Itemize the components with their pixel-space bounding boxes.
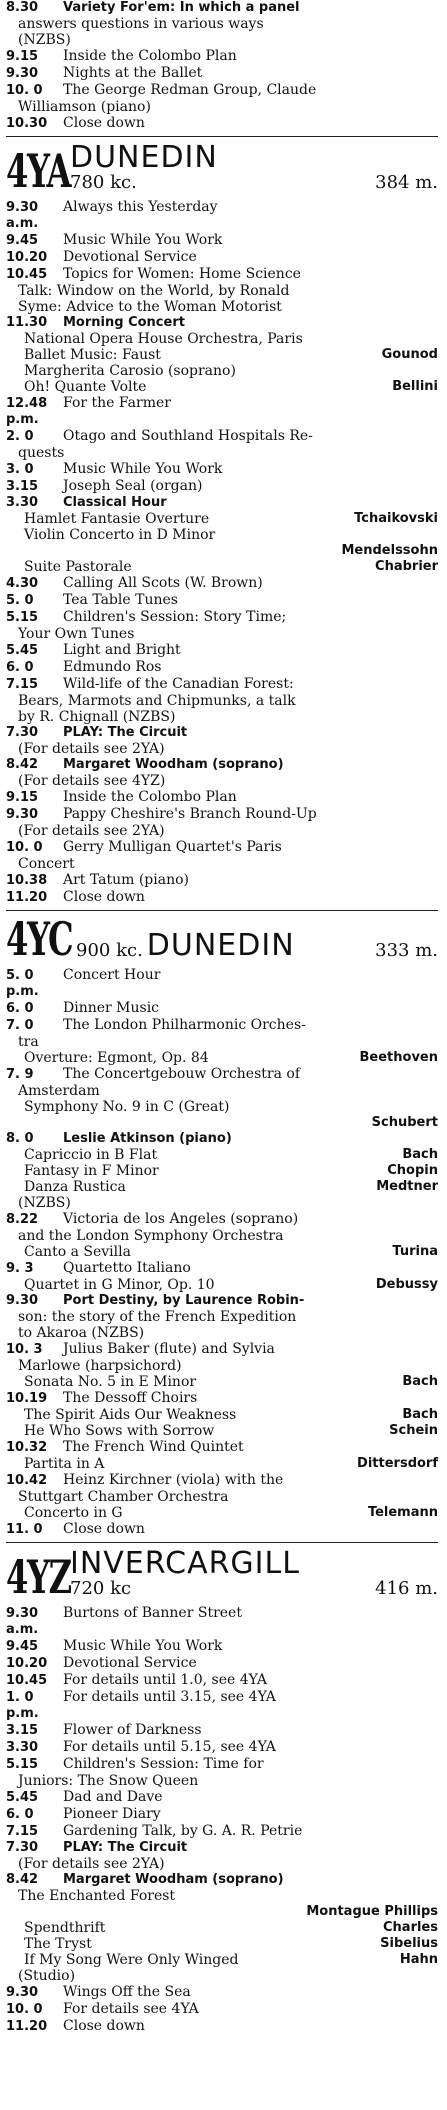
time: 9.45 — [6, 1639, 39, 1654]
programme-entry — [6, 757, 438, 773]
work-title: Hamlet Fantasie Overture — [24, 511, 210, 527]
time: 3.15 — [6, 1723, 39, 1738]
programme-title: For the Farmer — [63, 395, 171, 411]
time: 8.42 — [6, 1872, 39, 1887]
continuation-line: to Akaroa (NZBS) — [18, 1325, 145, 1341]
programme-entry — [6, 2001, 438, 2018]
time: 2. 0 — [6, 429, 34, 444]
composer: Medtner — [376, 1179, 438, 1194]
continuation-line: Bears, Marmots and Chipmunks, a talk — [18, 693, 296, 709]
music-item — [6, 1936, 438, 1952]
music-item — [6, 1244, 438, 1260]
programme-title: Leslie Atkinson (piano) — [63, 1131, 232, 1146]
continuation-line: answers questions in various ways — [18, 16, 264, 32]
time: 6. 0 — [6, 1807, 34, 1822]
programme-title: Art Tatum (piano) — [63, 872, 189, 888]
programme-entry — [6, 428, 438, 445]
music-item — [6, 1505, 438, 1521]
station-header — [6, 1546, 438, 1604]
composer: Bellini — [392, 379, 438, 394]
programme-entry — [6, 1655, 438, 1672]
programme-entry — [6, 725, 438, 741]
programme-title: Quartetto Italiano — [63, 1260, 191, 1276]
work-title: Suite Pastorale — [24, 559, 132, 575]
time: 8. 0 — [6, 1131, 34, 1146]
programme-entry — [6, 1722, 438, 1739]
programme-title: Otago and Southland Hospitals Re- — [63, 428, 313, 444]
programme-title: Close down — [63, 115, 145, 131]
programme-entry — [6, 1293, 438, 1309]
programme-title: Flower of Darkness — [63, 1722, 202, 1738]
programme-title: Port Destiny, by Laurence Robin- — [63, 1293, 305, 1308]
continuation-line: Syme: Advice to the Woman Motorist — [18, 299, 282, 315]
continuation-line: (NZBS) — [18, 1195, 71, 1211]
continuation-line: (NZBS) — [18, 32, 71, 48]
music-item — [6, 1050, 438, 1066]
music-item — [6, 559, 438, 575]
programme-entry — [6, 575, 438, 592]
time: 10. 0 — [6, 83, 43, 98]
programme-title: For details until 3.15, see 4YA — [63, 1689, 276, 1705]
programme-title: Edmundo Ros — [63, 659, 162, 675]
call-sign: 4YC — [6, 912, 73, 966]
programme-entry — [6, 115, 438, 132]
continuation-line: Stuttgart Chamber Orchestra — [18, 1489, 229, 1505]
composer: Beethoven — [359, 1050, 438, 1065]
music-item — [6, 1456, 438, 1472]
programme-entry — [6, 1872, 438, 1888]
programme-title: Light and Bright — [63, 642, 181, 658]
programme-title: Julius Baker (flute) and Sylvia — [63, 1341, 275, 1357]
programme-title: Music While You Work — [63, 1638, 223, 1654]
programme-entry — [6, 1689, 438, 1722]
time: 7.15 — [6, 677, 39, 692]
programme-title: PLAY: The Circuit — [63, 1840, 188, 1855]
time: 10.20 — [6, 250, 48, 265]
programme-title: Joseph Seal (organ) — [63, 478, 203, 494]
work-title: The Spirit Aids Our Weakness — [24, 1407, 237, 1423]
time: 9.30 a.m. — [6, 200, 39, 231]
time: 6. 0 — [6, 660, 34, 675]
previous-station-tail — [6, 0, 438, 132]
time: 9.45 — [6, 233, 39, 248]
programme-title: The George Redman Group, Claude — [63, 82, 317, 98]
programme-list — [6, 199, 438, 906]
work-title: Partita in A — [24, 1456, 105, 1472]
work-title: The Tryst — [24, 1936, 92, 1952]
programme-title: Dad and Dave — [63, 1789, 163, 1805]
time: 10.38 — [6, 873, 48, 888]
city-name: DUNEDIN — [70, 140, 218, 175]
programme-entry — [6, 659, 438, 676]
work-title: Oh! Quante Volte — [24, 379, 147, 395]
divider — [6, 136, 438, 137]
work-title: Concerto in G — [24, 1505, 123, 1521]
programme-title: Concert Hour — [63, 967, 161, 983]
work-title: Fantasy in F Minor — [24, 1163, 159, 1179]
continuation-line: Concert — [18, 856, 75, 872]
composer: Bach — [402, 1147, 438, 1162]
time: 10.19 — [6, 1391, 48, 1406]
composer: Dittersdorf — [357, 1456, 438, 1471]
programme-entry — [6, 609, 438, 626]
programme-title: Inside the Colombo Plan — [63, 789, 237, 805]
continuation-line: by R. Chignall (NZBS) — [18, 709, 176, 725]
time: 8.22 — [6, 1212, 39, 1227]
programme-entry — [6, 2018, 438, 2035]
composer: Tchaikovski — [354, 511, 438, 526]
time: 11.30 — [6, 315, 48, 330]
composer: Schubert — [371, 1115, 438, 1130]
programme-entry — [6, 1789, 438, 1806]
music-item — [6, 1952, 438, 1968]
continuation-line: tra — [18, 1034, 39, 1050]
time: 9.30 — [6, 807, 39, 822]
frequency: 900 kc. — [76, 940, 143, 961]
music-item — [6, 1115, 438, 1131]
programme-title: Classical Hour — [63, 495, 167, 510]
divider — [6, 910, 438, 911]
continuation-line: (For details see 2YA) — [18, 823, 165, 839]
programme-entry — [6, 82, 438, 99]
time: 5.45 — [6, 643, 39, 658]
continuation-line: Williamson (piano) — [18, 99, 151, 115]
time: 9.30 a.m. — [6, 1606, 39, 1637]
programme-entry — [6, 0, 438, 16]
work-title: Violin Concerto in D Minor — [24, 527, 216, 543]
work-title: Margherita Carosio (soprano) — [24, 363, 236, 379]
music-item — [6, 511, 438, 527]
programme-entry — [6, 676, 438, 693]
programme-entry — [6, 592, 438, 609]
programme-title: Children's Session: Story Time; — [63, 609, 287, 625]
call-sign: 4YA — [6, 144, 71, 198]
time: 9.30 — [6, 66, 39, 81]
programme-title: Tea Table Tunes — [63, 592, 178, 608]
wavelength: 416 m. — [375, 1578, 438, 1599]
wavelength: 384 m. — [375, 172, 438, 193]
programme-entry — [6, 1000, 438, 1017]
programme-title: Variety For'em: In which a panel — [63, 0, 300, 15]
time: 7. 0 — [6, 1018, 34, 1033]
time: 10.20 — [6, 1656, 48, 1671]
work-title: Capriccio in B Flat — [24, 1147, 158, 1163]
time: 7.30 — [6, 725, 39, 740]
music-item — [6, 1099, 438, 1115]
programme-title: For details until 1.0, see 4YA — [63, 1672, 267, 1688]
programme-title: Margaret Woodham (soprano) — [63, 757, 284, 772]
continuation-line: Juniors: The Snow Queen — [18, 1773, 199, 1789]
music-item — [6, 379, 438, 395]
work-title: Sonata No. 5 in E Minor — [24, 1374, 197, 1390]
programme-title: Heinz Kirchner (viola) with the — [63, 1472, 284, 1488]
time: 11.20 — [6, 890, 48, 905]
programme-title: The Concertgebouw Orchestra of — [63, 1066, 301, 1082]
programme-title: The French Wind Quintet — [63, 1439, 244, 1455]
programme-title: Pioneer Diary — [63, 1806, 161, 1822]
station-4yz — [6, 1546, 438, 2035]
programme-title: Close down — [63, 1521, 145, 1537]
time: 5.15 — [6, 1757, 39, 1772]
music-item — [6, 1147, 438, 1163]
time: 9.15 — [6, 49, 39, 64]
continuation-line: Your Own Tunes — [18, 626, 135, 642]
programme-title: Devotional Service — [63, 249, 197, 265]
programme-title: Pappy Cheshire's Branch Round-Up — [63, 806, 317, 822]
time: 10. 3 — [6, 1342, 43, 1357]
time: 7. 9 — [6, 1067, 34, 1082]
continuation-line: The Enchanted Forest — [18, 1888, 176, 1904]
wavelength: 333 m. — [375, 940, 438, 961]
programme-entry — [6, 395, 438, 428]
time: 6. 0 — [6, 1001, 34, 1016]
programme-entry — [6, 889, 438, 906]
composer: Charles — [383, 1920, 438, 1935]
programme-title: Children's Session: Time for — [63, 1756, 264, 1772]
programme-title: Close down — [63, 2018, 145, 2034]
music-item — [6, 1277, 438, 1293]
programme-entry — [6, 1017, 438, 1034]
music-item — [6, 1374, 438, 1390]
music-item — [6, 1920, 438, 1936]
programme-title: Wild-life of the Canadian Forest: — [63, 676, 294, 692]
time: 9. 3 — [6, 1261, 34, 1276]
work-title: Spendthrift — [24, 1920, 106, 1936]
programme-entry — [6, 839, 438, 856]
programme-entry — [6, 789, 438, 806]
time: 5.45 — [6, 1790, 39, 1805]
time: 9.30 — [6, 1293, 39, 1308]
programme-entry — [6, 249, 438, 266]
time: 9.15 — [6, 790, 39, 805]
programme-title: Nights at the Ballet — [63, 65, 203, 81]
music-item — [6, 527, 438, 543]
work-title: If My Song Were Only Winged — [24, 1952, 239, 1968]
programme-title: The London Philharmonic Orches- — [63, 1017, 306, 1033]
programme-title: Inside the Colombo Plan — [63, 48, 237, 64]
station-header — [6, 140, 438, 198]
programme-title: Gardening Talk, by G. A. R. Petrie — [63, 1823, 303, 1839]
time: 8.42 — [6, 757, 39, 772]
composer: Sibelius — [380, 1936, 438, 1951]
programme-entry — [6, 1806, 438, 1823]
programme-entry — [6, 967, 438, 1000]
continuation-line: Amsterdam — [18, 1083, 100, 1099]
work-title: Symphony No. 9 in C (Great) — [24, 1099, 230, 1115]
programme-entry — [6, 1131, 438, 1147]
time: 10. 0 — [6, 2002, 43, 2017]
work-title: He Who Sows with Sorrow — [24, 1423, 215, 1439]
programme-entry — [6, 1840, 438, 1856]
programme-entry — [6, 48, 438, 65]
programme-title: Dinner Music — [63, 1000, 160, 1016]
time: 3.30 — [6, 495, 39, 510]
time: 12.48 p.m. — [6, 396, 48, 427]
programme-entry — [6, 266, 438, 283]
programme-entry — [6, 65, 438, 82]
station-4yc — [6, 912, 438, 1538]
music-item — [6, 363, 438, 379]
programme-title: Always this Yesterday — [63, 199, 218, 215]
programme-title: Gerry Mulligan Quartet's Paris — [63, 839, 282, 855]
programme-title: The Dessoff Choirs — [63, 1390, 198, 1406]
programme-title: Wings Off the Sea — [63, 1984, 191, 2000]
listings-column — [6, 0, 438, 2035]
music-item — [6, 1407, 438, 1423]
programme-title: Victoria de los Angeles (soprano) — [63, 1211, 299, 1227]
time: 3. 0 — [6, 462, 34, 477]
time: 9.30 — [6, 1985, 39, 2000]
programme-entry — [6, 461, 438, 478]
programme-list — [6, 967, 438, 1538]
programme-title: Morning Concert — [63, 315, 185, 330]
programme-title: Burtons of Banner Street — [63, 1605, 242, 1621]
programme-title: Topics for Women: Home Science — [63, 266, 301, 282]
work-title: National Opera House Orchestra, Paris — [24, 331, 303, 347]
programme-entry — [6, 495, 438, 511]
continuation-line: Marlowe (harpsichord) — [18, 1358, 182, 1374]
programme-entry — [6, 1260, 438, 1277]
composer: Bach — [402, 1374, 438, 1389]
programme-entry — [6, 806, 438, 823]
time: 5. 0 — [6, 593, 34, 608]
composer: Chopin — [387, 1163, 438, 1178]
programme-entry — [6, 1066, 438, 1083]
time: 11.20 — [6, 2019, 48, 2034]
programme-title: PLAY: The Circuit — [63, 725, 188, 740]
divider — [6, 1542, 438, 1543]
frequency: 780 kc. — [70, 172, 137, 193]
composer: Bach — [402, 1407, 438, 1422]
time: 11. 0 — [6, 1522, 43, 1537]
call-sign: 4YZ — [6, 1550, 71, 1604]
programme-title: Close down — [63, 889, 145, 905]
composer: Hahn — [399, 1952, 438, 1967]
programme-entry — [6, 1439, 438, 1456]
frequency: 720 kc — [70, 1578, 132, 1599]
programme-entry — [6, 872, 438, 889]
continuation-line: (Studio) — [18, 1968, 76, 1984]
programme-entry — [6, 1638, 438, 1655]
programme-entry — [6, 1521, 438, 1538]
time: 5.15 — [6, 610, 39, 625]
time: 7.15 — [6, 1824, 39, 1839]
continuation-line: (For details see 2YA) — [18, 741, 165, 757]
composer: Gounod — [381, 347, 438, 362]
work-title: Ballet Music: Faust — [24, 347, 161, 363]
time: 10.30 — [6, 116, 48, 131]
programme-entry — [6, 1984, 438, 2001]
work-title: Quartet in G Minor, Op. 10 — [24, 1277, 215, 1293]
time: 8.30 — [6, 0, 39, 15]
composer: Telemann — [367, 1505, 438, 1520]
time: 3.15 — [6, 479, 39, 494]
work-title: Overture: Egmont, Op. 84 — [24, 1050, 209, 1066]
music-item — [6, 331, 438, 347]
programme-entry — [6, 478, 438, 495]
programme-entry — [6, 315, 438, 331]
city-name: INVERCARGILL — [70, 1546, 300, 1581]
time: 10.45 — [6, 1673, 48, 1688]
music-item — [6, 1179, 438, 1195]
composer: Mendelssohn — [341, 543, 438, 558]
continuation-line: son: the story of the French Expedition — [18, 1309, 297, 1325]
music-item — [6, 347, 438, 363]
programme-title: Devotional Service — [63, 1655, 197, 1671]
programme-title: For details see 4YA — [63, 2001, 199, 2017]
time: 10.42 — [6, 1473, 48, 1488]
programme-list — [6, 1605, 438, 2035]
work-title: Canto a Sevilla — [24, 1244, 131, 1260]
programme-entry — [6, 1472, 438, 1489]
time: 3.30 — [6, 1740, 39, 1755]
composer: Montague Phillips — [306, 1904, 438, 1919]
time: 10. 0 — [6, 840, 43, 855]
programme-title: Calling All Scots (W. Brown) — [63, 575, 263, 591]
composer: Debussy — [375, 1277, 438, 1292]
city-name: DUNEDIN — [146, 928, 295, 963]
programme-entry — [6, 1756, 438, 1773]
programme-entry — [6, 642, 438, 659]
programme-entry — [6, 1211, 438, 1228]
work-title: Danza Rustica — [24, 1179, 126, 1195]
music-item — [6, 1904, 438, 1920]
programme-entry — [6, 1823, 438, 1840]
music-item — [6, 543, 438, 559]
programme-entry — [6, 1390, 438, 1407]
time: 5. 0 p.m. — [6, 968, 39, 999]
time: 10.32 — [6, 1440, 48, 1455]
composer: Schein — [389, 1423, 438, 1438]
continuation-line: and the London Symphony Orchestra — [18, 1228, 284, 1244]
programme-entry — [6, 232, 438, 249]
time: 4.30 — [6, 576, 39, 591]
programme-title: Music While You Work — [63, 232, 223, 248]
composer: Turina — [392, 1244, 438, 1259]
time: 10.45 — [6, 267, 48, 282]
programme-title: Margaret Woodham (soprano) — [63, 1872, 284, 1887]
programme-title: Music While You Work — [63, 461, 223, 477]
time: 7.30 — [6, 1840, 39, 1855]
station-4ya — [6, 140, 438, 906]
programme-entry — [6, 1341, 438, 1358]
continuation-line: (For details see 4YZ) — [18, 773, 166, 789]
programme-entry — [6, 1672, 438, 1689]
time: 1. 0 p.m. — [6, 1690, 39, 1721]
station-header — [6, 912, 438, 966]
music-item — [6, 1423, 438, 1439]
continuation-line: quests — [18, 445, 65, 461]
programme-title: For details until 5.15, see 4YA — [63, 1739, 276, 1755]
programme-entry — [6, 199, 438, 232]
programme-entry — [6, 1605, 438, 1638]
composer: Chabrier — [375, 559, 438, 574]
programme-entry — [6, 1739, 438, 1756]
continuation-line: Talk: Window on the World, by Ronald — [18, 283, 290, 299]
music-item — [6, 1163, 438, 1179]
continuation-line: (For details see 2YA) — [18, 1856, 165, 1872]
